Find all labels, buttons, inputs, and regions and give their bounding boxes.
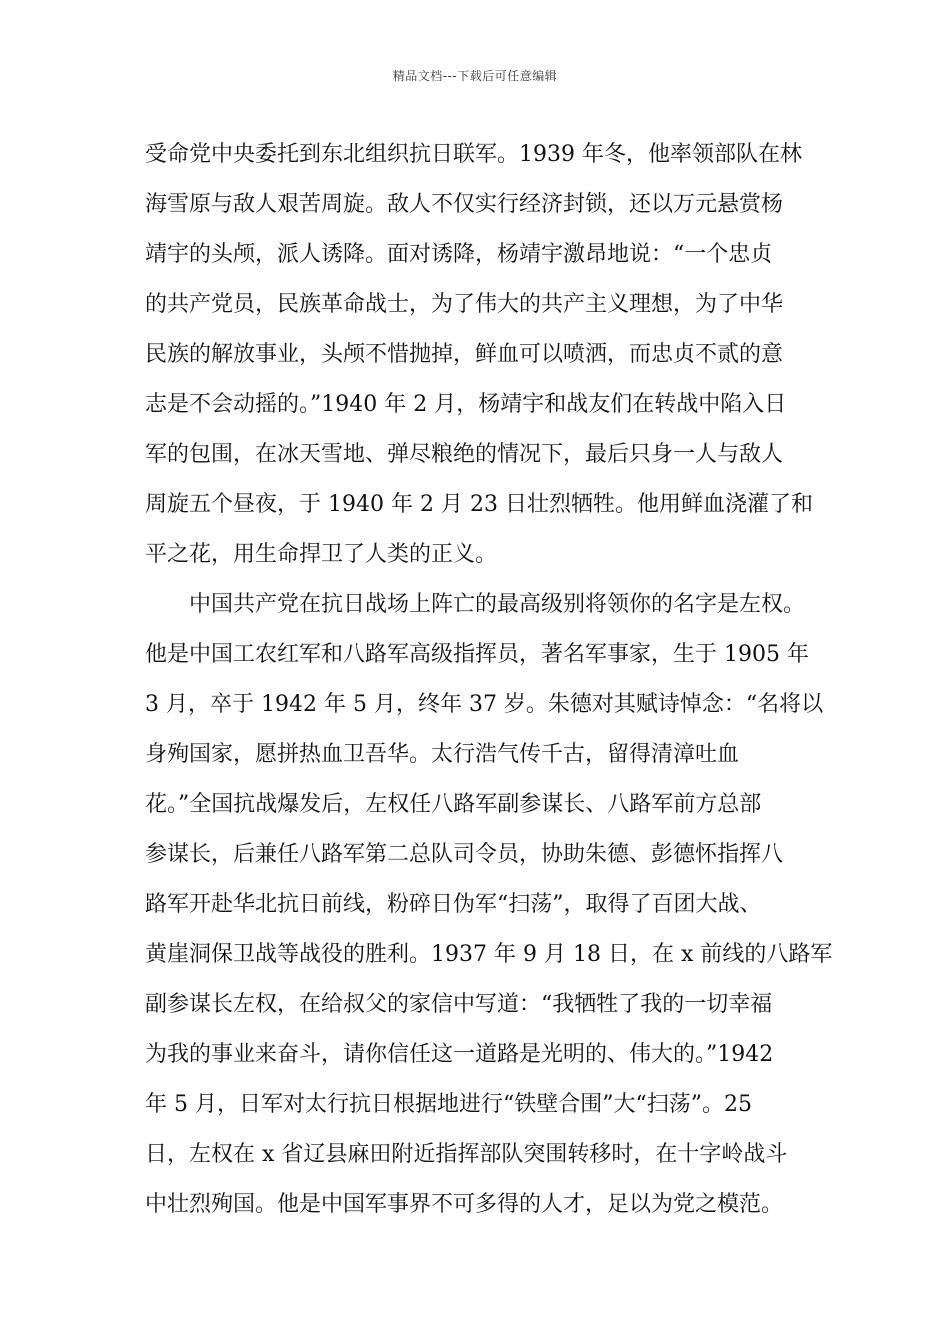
text-line: 3 月，卒于 1942 年 5 月，终年 37 岁。朱德对其赋诗悼念：“名将以 xyxy=(145,692,824,717)
text-line: 靖宇的头颅，派人诱降。面对诱降，杨靖宇激昂地说：“一个忠贞 xyxy=(145,242,773,267)
text-line: 平之花，用生命捍卫了人类的正义。 xyxy=(145,542,498,567)
paragraph-first-line: 中国共产党在抗日战场上阵亡的最高级别将领你的名字是左权。 xyxy=(189,592,806,617)
text-line: 副参谋长左权，在给叔父的家信中写道：“我牺牲了我的一切幸福 xyxy=(145,992,773,1017)
text-line: 身殉国家，愿拼热血卫吾华。太行浩气传千古，留得清漳吐血 xyxy=(145,742,740,767)
text-line: 年 5 月，日军对太行抗日根据地进行“铁壁合围”大“扫荡”。25 xyxy=(145,1092,752,1117)
text-line: 花。”全国抗战爆发后，左权任八路军副参谋长、八路军前方总部 xyxy=(145,792,762,817)
text-line: 民族的解放事业，头颅不惜抛掉，鲜血可以喷洒，而忠贞不贰的意 xyxy=(145,342,784,367)
text-line: 中壮烈殉国。他是中国军事界不可多得的人才，足以为党之模范。 xyxy=(145,1192,784,1217)
document-body xyxy=(145,130,833,1230)
text-line: 军的包围，在冰天雪地、弹尽粮绝的情况下，最后只身一人与敌人 xyxy=(145,442,784,467)
text-line: 的共产党员，民族革命战士，为了伟大的共产主义理想，为了中华 xyxy=(145,292,784,317)
text-line: 志是不会动摇的。”1940 年 2 月，杨靖宇和战友们在转战中陷入日 xyxy=(145,392,787,417)
text-line: 周旋五个昼夜，于 1940 年 2 月 23 日壮烈牺牲。他用鲜血浇灌了和 xyxy=(145,492,813,517)
text-line: 为我的事业来奋斗，请你信任这一道路是光明的、伟大的。”1942 xyxy=(145,1042,774,1067)
text-line: 他是中国工农红军和八路军高级指挥员，著名军事家，生于 1905 年 xyxy=(145,642,809,667)
text-line: 黄崖洞保卫战等战役的胜利。1937 年 9 月 18 日，在 x 前线的八路军 xyxy=(145,942,833,967)
page-header: 精品文档---下载后可任意编辑 xyxy=(392,69,558,83)
text-line: 路军开赴华北抗日前线，粉碎日伪军“扫荡”，取得了百团大战、 xyxy=(145,892,762,917)
text-line: 受命党中央委托到东北组织抗日联军。1939 年冬，他率领部队在林 xyxy=(145,142,802,167)
text-line: 参谋长，后兼任八路军第二总队司令员，协助朱德、彭德怀指挥八 xyxy=(145,842,784,867)
text-line: 海雪原与敌人艰苦周旋。敌人不仅实行经济封锁，还以万元悬赏杨 xyxy=(145,192,784,217)
text-line: 日，左权在 x 省辽县麻田附近指挥部队突围转移时，在十字岭战斗 xyxy=(145,1142,788,1167)
